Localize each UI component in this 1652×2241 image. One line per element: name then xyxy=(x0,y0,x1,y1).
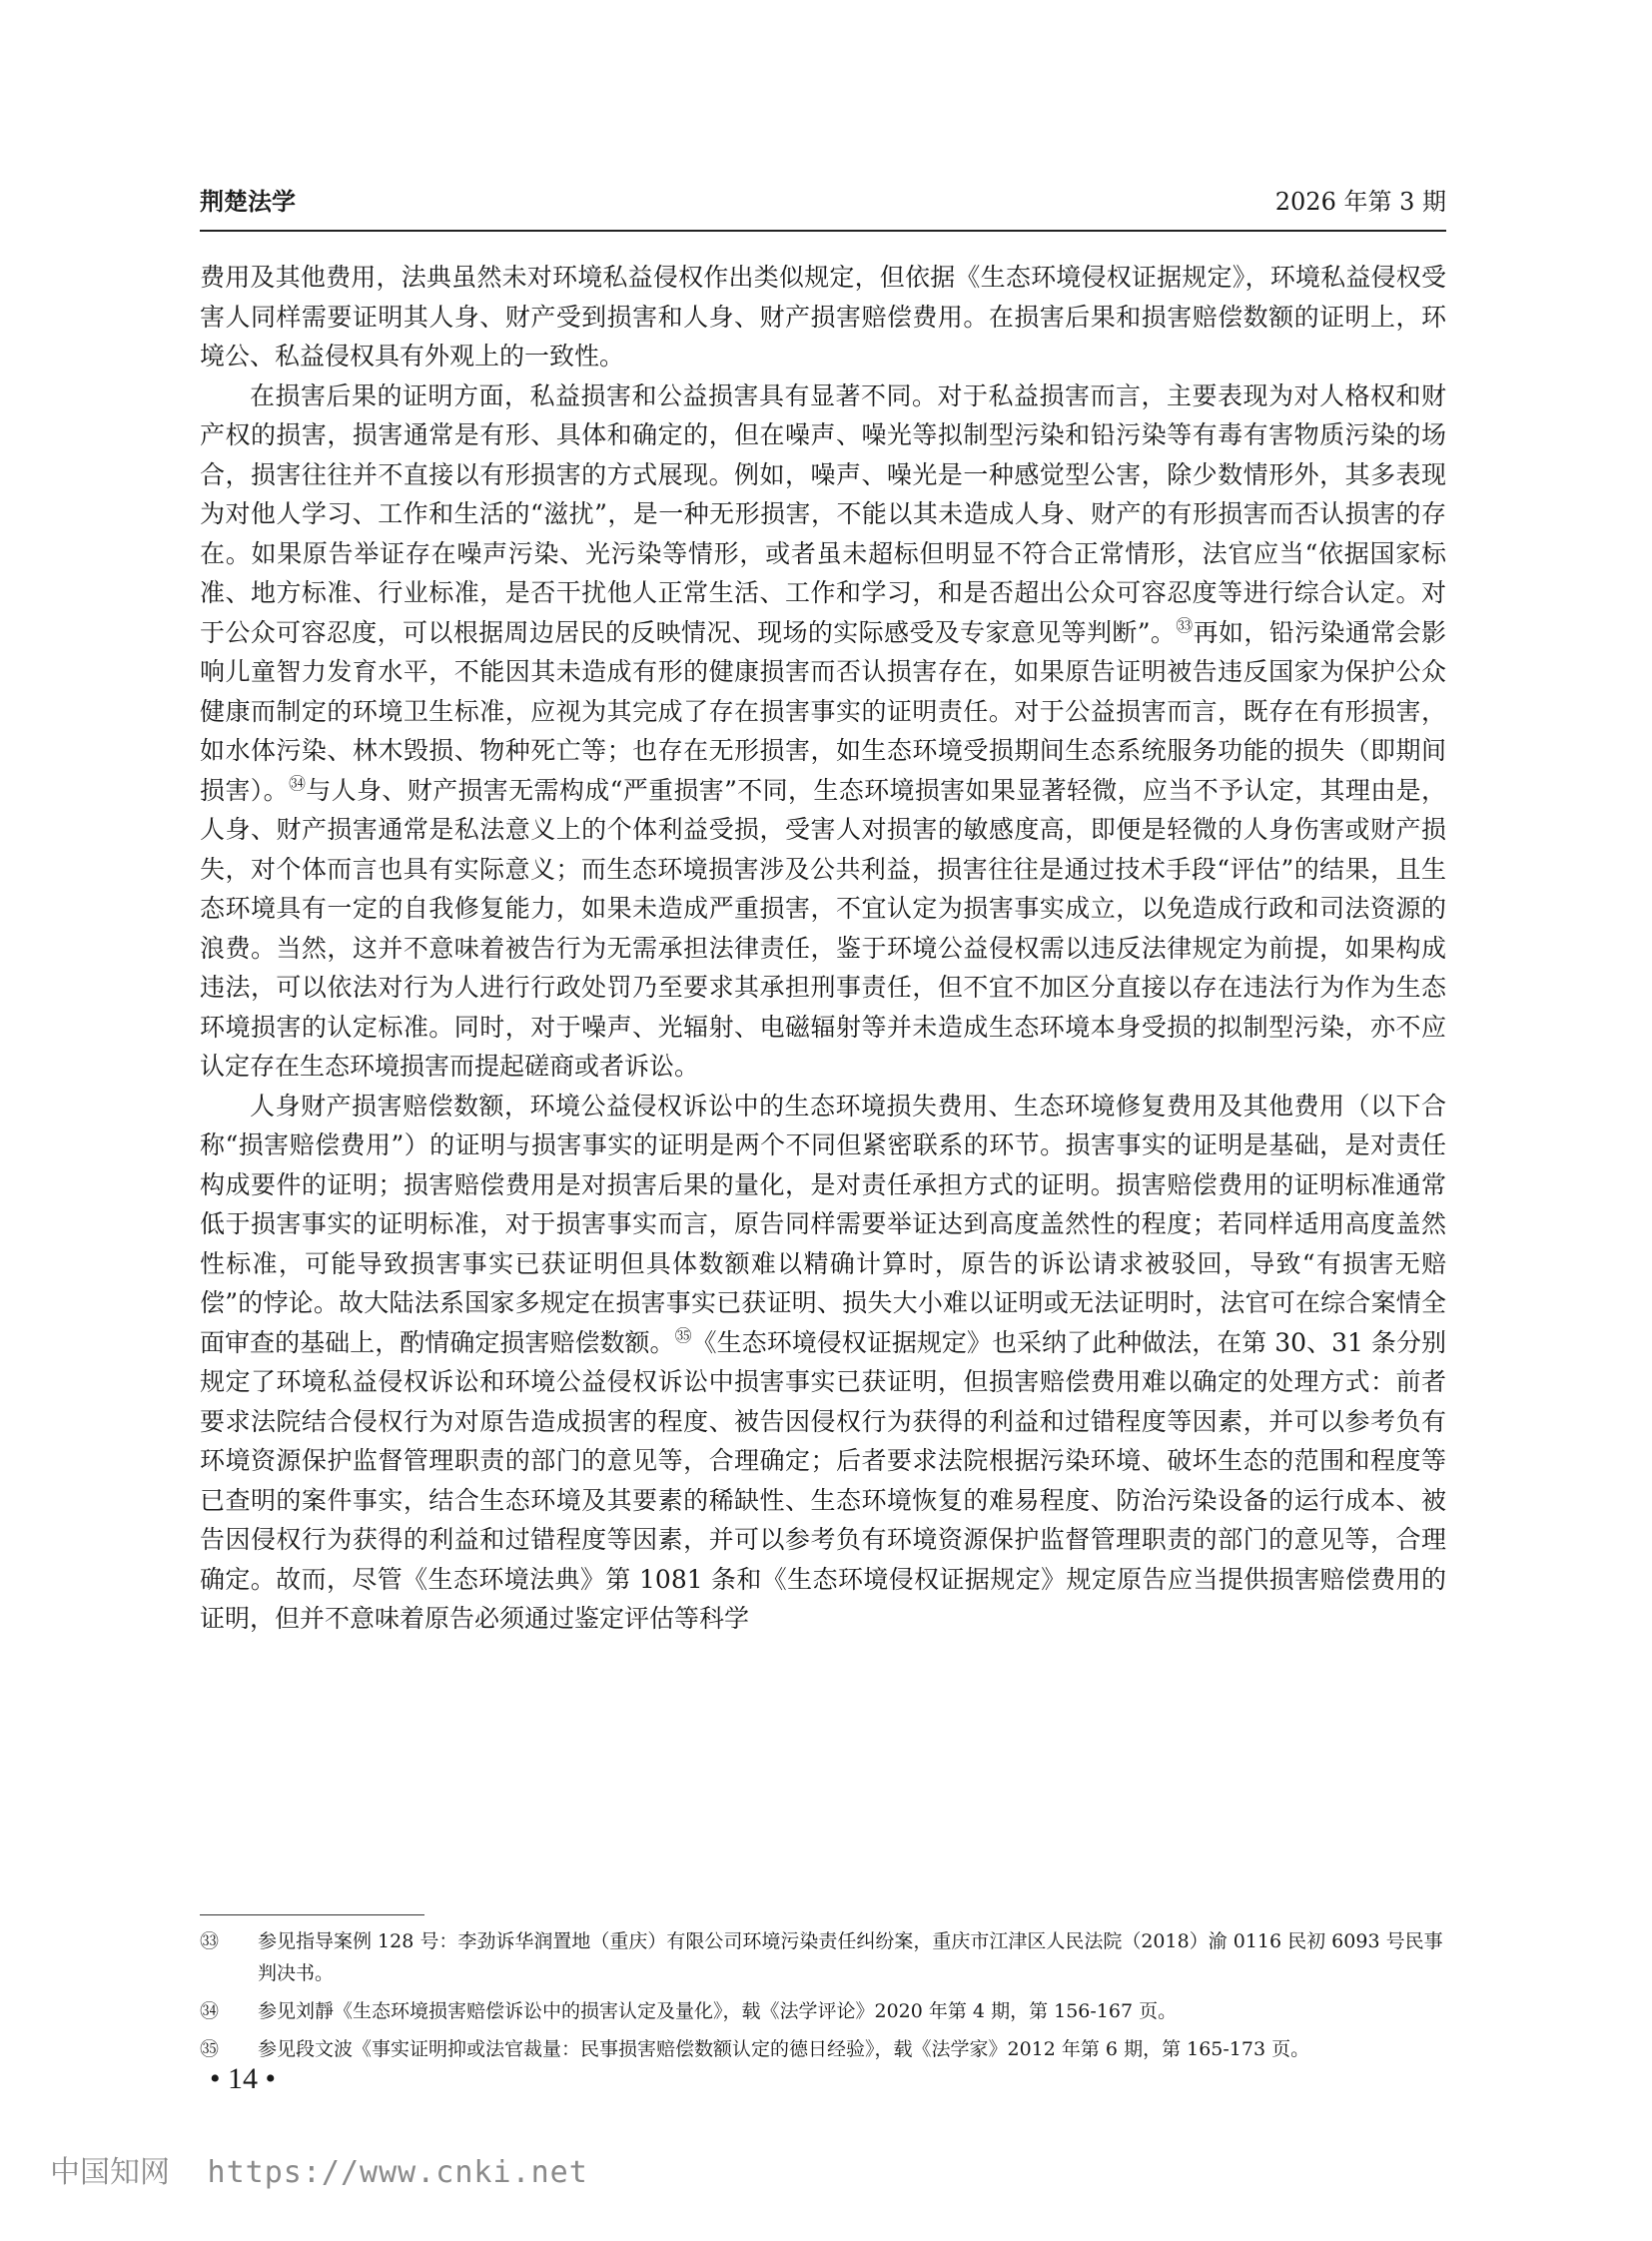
footnote-text: 参见刘靜《生态环境损害赔偿诉讼中的损害认定及量化》，载《法学评论》2020 年第 4 期，第 156-167 页。 xyxy=(258,2000,1178,2022)
running-header xyxy=(200,182,1446,222)
paragraph-3-part-1: 人身财产损害赔偿数额，环境公益侵权诉讼中的生态环境损失费用、生态环境修复费用及其他费用（以下合称“损害赔偿费用”）的证明与损害事实的证明是两个不同但紧密联系的环节。损害事实的证明是基础，是对责任构成要件的证明；损害赔偿费用是对损害后果的量化，是对责任承担方式的证明。损害赔偿费用的证明标准通常低于损害事实的证明标准，对于损害事实而言，原告同样需要举证达到高度盖然性的程度；若同样适用高度盖然性标准，可能导致损害事实已获证明但具体数额难以精确计算时，原告的诉讼请求被驳回，导致“有损害无赔偿”的悖论。故大陆法系国家多规定在损害事实已获证明、损失大小难以证明或无法证明时，法官可在综合案情全面审查的基础上，酌情确定损害赔偿数额。 xyxy=(200,1091,1446,1357)
paragraph-2-part-1: 在损害后果的证明方面，私益损害和公益损害具有显著不同。对于私益损害而言，主要表现为对人格权和财产权的损害，损害通常是有形、具体和确定的，但在噪声、噪光等拟制型污染和铅污染等有毒有害物质污染的场合，损害往往并不直接以有形损害的方式展现。例如，噪声、噪光是一种感觉型公害，除少数情形外，其多表现为对他人学习、工作和生活的“滋扰”，是一种无形损害，不能以其未造成人身、财产的有形损害而否认损害的存在。如果原告举证存在噪声污染、光污染等情形，或者虽未超标但明显不符合正常情形，法官应当“依据国家标准、地方标准、行业标准，是否干扰他人正常生活、工作和学习，和是否超出公众可容忍度等进行综合认定。对于公众可容忍度，可以根据周边居民的反映情况、现场的实际感受及专家意见等判断”。 xyxy=(200,380,1446,647)
footnote-ref-33[interactable]: ㉝ xyxy=(1176,616,1194,637)
issue-label: 2026 年第 3 期 xyxy=(1274,188,1446,216)
watermark xyxy=(50,2147,588,2191)
cnki-logo-text: 中国知网 xyxy=(50,2155,170,2190)
paragraph-2-part-3: 与人身、财产损害无需构成“严重损害”不同，生态环境损害如果显著轻微，应当不予认定，其理由是，人身、财产损害通常是私法意义上的个体利益受损，受害人对损害的敏感度高，即便是轻微的人身伤害或财产损失，对个体而言也具有实际意义；而生态环境损害涉及公共利益，损害往往是通过技术手段“评估”的结果，且生态环境具有一定的自我修复能力，如果未造成严重损害，不宜认定为损害事实成立，以免造成行政和司法资源的浪费。当然，这并不意味着被告行为无需承担法律责任，鉴于环境公益侵权需以违反法律规定为前提，如果构成违法，可以依法对行为人进行行政处罚乃至要求其承担刑事责任，但不宜不加区分直接以存在违法行为作为生态环境损害的认定标准。同时，对于噪声、光辐射、电磁辐射等并未造成生态环境本身受损的拟制型污染，亦不应认定存在生态环境损害而提起磋商或者诉讼。 xyxy=(200,775,1446,1081)
journal-title: 荆楚法学 xyxy=(200,188,296,216)
paragraph-3 xyxy=(200,1087,1446,1639)
footnote-ref-34[interactable]: ㉞ xyxy=(288,774,307,795)
footnote-33 xyxy=(200,1925,1446,1989)
paragraph-2 xyxy=(200,376,1446,1087)
footnote-number: ㉟ xyxy=(200,2038,220,2060)
article-body xyxy=(200,258,1446,1639)
footnote-divider xyxy=(200,1914,424,1915)
footnote-number: ㉞ xyxy=(200,2000,220,2022)
header-divider xyxy=(200,230,1446,232)
paragraph-3-part-2: 《生态环境侵权证据规定》也采纳了此种做法，在第 30、31 条分别规定了环境私益侵权诉讼和环境公益侵权诉讼中损害事实已获证明，但损害赔偿费用难以确定的处理方式：前者要求法院结合侵权行为对原告造成损害的程度、被告因侵权行为获得的利益和过错程度等因素，并可以参考负有环境资源保护监督管理职责的部门的意见等，合理确定；后者要求法院根据污染环境、破坏生态的范围和程度等已查明的案件事实，结合生态环境及其要素的稀缺性、生态环境恢复的难易程度、防治污染设备的运行成本、被告因侵权行为获得的利益和过错程度等因素，并可以参考负有环境资源保护监督管理职责的部门的意见等，合理确定。故而，尽管《生态环境法典》第 1081 条和《生态环境侵权证据规定》规定原告应当提供损害赔偿费用的证明，但并不意味着原告必须通过鉴定评估等科学 xyxy=(200,1327,1446,1633)
footnote-text: 参见指导案例 128 号：李劲诉华润置地（重庆）有限公司环境污染责任纠纷案，重庆市江津区人民法院（2018）渝 0116 民初 6093 号民事判决书。 xyxy=(258,1930,1443,1984)
paragraph-1: 费用及其他费用，法典虽然未对环境私益侵权作出类似规定，但依据《生态环境侵权证据规定》，环境私益侵权受害人同样需要证明其人身、财产受到损害和人身、财产损害赔偿费用。在损害后果和损害赔偿数额的证明上，环境公、私益侵权具有外观上的一致性。 xyxy=(200,263,1446,371)
watermark-url[interactable]: https://www.cnki.net xyxy=(207,2155,588,2190)
paragraph-2-part-2: 再如，铅污染通常会影响儿童智力发育水平，不能因其未造成有形的健康损害而否认损害存在，如果原告证明被告违反国家为保护公众健康而制定的环境卫生标准，应视为其完成了存在损害事实的证明责任。对于公益损害而言，既存在有形损害，如水体污染、林木毁损、物种死亡等；也存在无形损害，如生态环境受损期间生态系统服务功能的损失（即期间损害）。 xyxy=(200,617,1446,805)
footnote-ref-35[interactable]: ㉟ xyxy=(674,1326,692,1347)
footnote-34 xyxy=(200,1995,1446,2027)
footnotes xyxy=(200,1925,1446,2071)
footnote-35 xyxy=(200,2033,1446,2065)
footnote-number: ㉝ xyxy=(200,1930,220,1952)
footnote-text: 参见段文波《事实证明抑或法官裁量：民事损害赔偿数额认定的德日经验》，载《法学家》2012 年第 6 期，第 165-173 页。 xyxy=(258,2038,1310,2060)
page-number: • 14 • xyxy=(210,2062,277,2095)
